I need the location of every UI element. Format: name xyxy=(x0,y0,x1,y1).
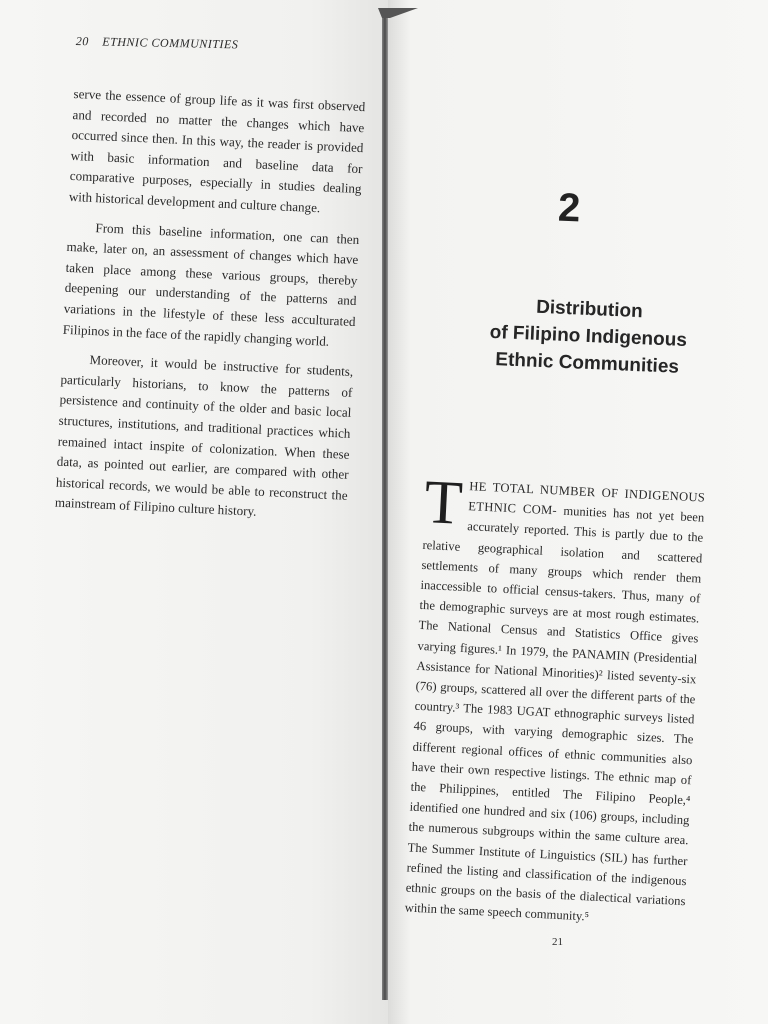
drop-cap: T xyxy=(422,468,465,538)
left-paragraph-3: Moreover, it would be instructive for students, particularly historians, to know the patterns of persistence and continuity of the older and basic local structures, institutions, and traditional practices which remained intact inspite of colonization. When these data, as pointed out earlier, are compared with other historical records, we would be able to reconstruct the mainstream of Filipino culture history. xyxy=(54,352,354,519)
lead-in-small-caps: HE TOTAL NUMBER OF INDIGENOUS ETHNIC COM- xyxy=(468,479,706,518)
chapter-title-line-1: Distribution xyxy=(535,296,644,323)
chapter-title-line-3: Ethnic Communities xyxy=(494,349,680,378)
running-head-title: ETHNIC COMMUNITIES xyxy=(102,34,239,52)
right-paragraph-body: munities has not yet been accurately reported. This is partly due to the relative geographical isolation and scattered settlements of many groups which render them inaccessible to official census-takers. Thus, many of the demographic surveys are at most rough estimates. The National Census and Statistics Office gives varying figures.¹ In 1979, the PANAMIN (Presidential Assistance for National Minorities)² listed seventy-six (76) groups, scattered all over the different parts of the country.³ The 1983 UGAT ethnographic surveys listed 46 groups, with varying demographic sizes. The different regional offices of ethnic communities also have their own respective listings. The ethnic map of the Philippines, entitled The Filipino People,⁴ identified one hundred and six (106) groups, including the numerous subgroups within the same culture area. The Summer Institute of Linguistics (SIL) has further refined the listing and classification of the indigenous ethnic groups on the basis of the dialectical variations within the same speech community.⁵ xyxy=(404,503,705,924)
left-paragraph-1: serve the essence of group life as it was first observed and recorded no matter the changes which have occurred since then. In this way, the reader is provided with basic information and baseline data for comparative purposes, especially in studies dealing with historical development and culture change. xyxy=(68,85,366,216)
right-folio: 21 xyxy=(552,936,563,948)
right-body-text xyxy=(404,468,706,932)
chapter-number: 2 xyxy=(557,185,582,231)
chapter-title xyxy=(447,290,730,383)
book-gutter xyxy=(382,10,388,1000)
left-body-text xyxy=(54,84,366,536)
left-folio: 20 xyxy=(75,34,89,49)
left-paragraph-2: From this baseline information, one can then make, later on, an assessment of changes which have taken place among these various groups, thereby deepening our understanding of the patterns and variations in the lifestyle of these less acculturated Filipinos in the face of the rapidly changing world. xyxy=(62,219,360,349)
chapter-title-line-2: of Filipino Indigenous xyxy=(489,321,688,352)
